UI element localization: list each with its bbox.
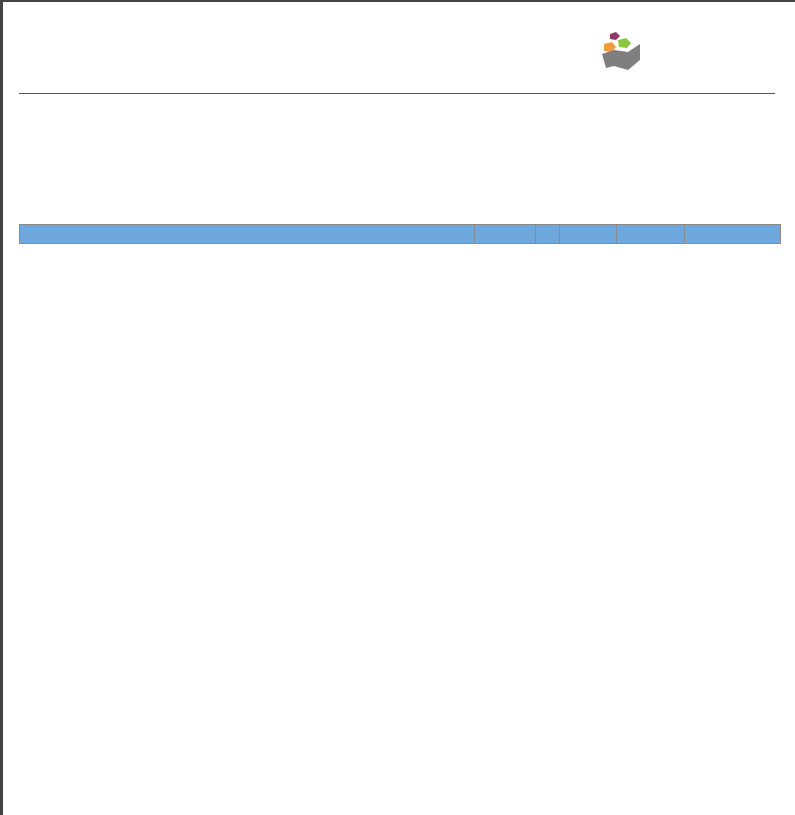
col-header-designation <box>19 224 475 244</box>
col-header-amount <box>684 224 781 244</box>
col-header-unit-price <box>616 224 685 244</box>
col-header-qty <box>474 224 536 244</box>
logo-hexagons-icon <box>600 30 642 74</box>
header-divider <box>19 93 775 94</box>
company-logo <box>600 30 755 74</box>
order-table <box>19 224 781 815</box>
col-header-tva <box>535 224 560 244</box>
col-header-percent <box>559 224 617 244</box>
